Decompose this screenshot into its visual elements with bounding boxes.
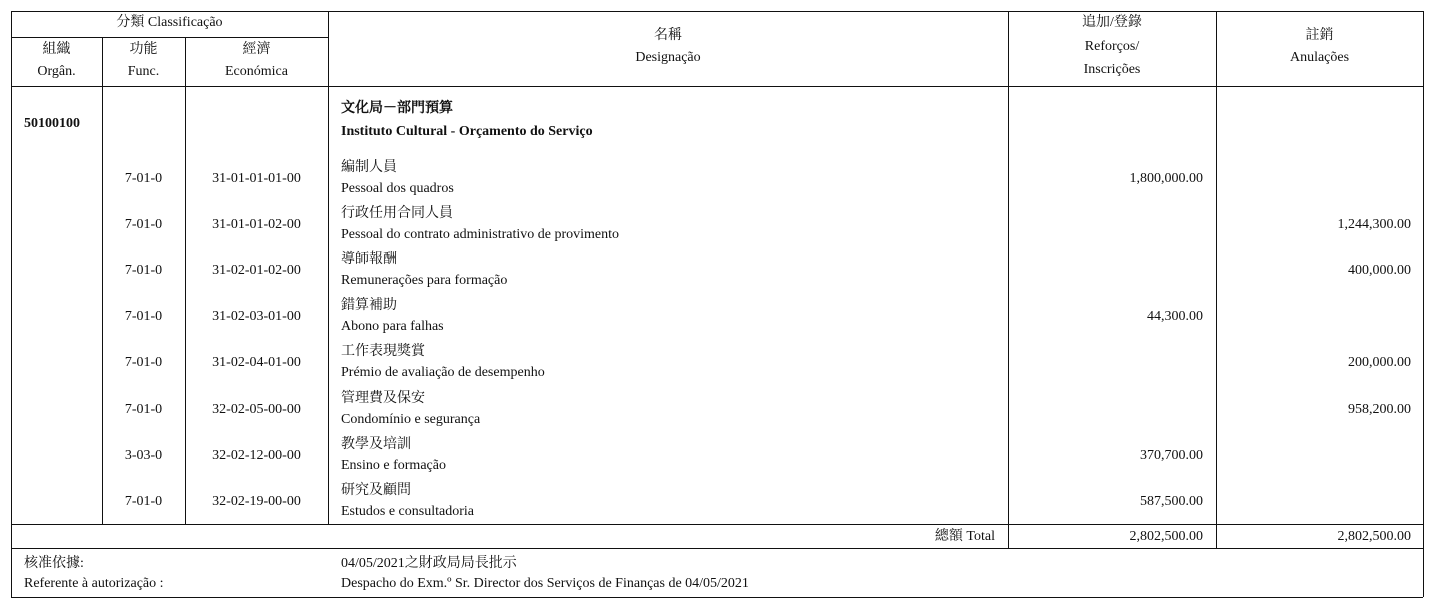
- footer-label-pt: Referente à autorização :: [24, 576, 164, 591]
- function-code: 7-01-0: [124, 171, 163, 186]
- annulments-header-zh: 註銷: [1305, 28, 1334, 43]
- function-code: 7-01-0: [124, 309, 163, 324]
- function-code: 7-01-0: [124, 494, 163, 509]
- economic-code: 32-02-05-00-00: [212, 402, 301, 417]
- annulment-amount: 1,244,300.00: [1337, 217, 1411, 232]
- designation-header-pt: Designação: [635, 50, 701, 65]
- function-code: 7-01-0: [124, 217, 163, 232]
- total-label: 總額 Total: [934, 529, 995, 544]
- economic-code: 31-01-01-01-00: [212, 171, 301, 186]
- classification-header: 分類 Classificação: [116, 15, 223, 30]
- reinforcements-header-zh: 追加/登錄: [1082, 15, 1142, 30]
- designation-zh: 行政任用合同人員: [341, 206, 453, 221]
- designation-zh: 編制人員: [341, 160, 397, 175]
- function-code: 7-01-0: [124, 402, 163, 417]
- org-name-zh: 文化局－部門預算: [341, 101, 453, 116]
- designation-pt: Ensino e formação: [341, 458, 446, 473]
- function-code: 7-01-0: [124, 263, 163, 278]
- func-header-zh: 功能: [129, 42, 158, 57]
- annulment-amount: 958,200.00: [1348, 402, 1411, 417]
- reinforcement-amount: 587,500.00: [1140, 494, 1203, 509]
- economic-code: 31-01-01-02-00: [212, 217, 301, 232]
- designation-pt: Abono para falhas: [341, 319, 444, 334]
- designation-zh: 導師報酬: [341, 252, 397, 267]
- designation-header-zh: 名稱: [654, 28, 682, 43]
- annulment-amount: 400,000.00: [1348, 263, 1411, 278]
- designation-zh: 管理費及保安: [341, 391, 425, 406]
- economic-code: 31-02-03-01-00: [212, 309, 301, 324]
- designation-zh: 工作表現獎賞: [341, 344, 425, 359]
- reinforcement-amount: 370,700.00: [1140, 448, 1203, 463]
- designation-zh: 教學及培訓: [341, 437, 411, 452]
- reinforcement-amount: 1,800,000.00: [1129, 171, 1203, 186]
- footer-label-zh: 核准依據:: [24, 556, 84, 571]
- economic-code: 32-02-12-00-00: [212, 448, 301, 463]
- reinforcements-header-pt2: Inscrições: [1083, 62, 1141, 77]
- org-header-pt: Orgân.: [37, 64, 76, 79]
- total-reinforcements: 2,802,500.00: [1129, 529, 1203, 544]
- designation-pt: Prémio de avaliação de desempenho: [341, 365, 545, 380]
- total-annulments: 2,802,500.00: [1337, 529, 1411, 544]
- footer-text-zh: 04/05/2021之財政局局長批示: [341, 556, 517, 571]
- func-header-pt: Func.: [127, 64, 160, 79]
- designation-pt: Condomínio e segurança: [341, 412, 481, 427]
- economic-code: 31-02-01-02-00: [212, 263, 301, 278]
- econ-header-zh: 經濟: [242, 42, 271, 57]
- org-code: 50100100: [24, 116, 80, 131]
- designation-pt: Pessoal dos quadros: [341, 181, 454, 196]
- designation-pt: Remunerações para formação: [341, 273, 508, 288]
- reinforcement-amount: 44,300.00: [1147, 309, 1203, 324]
- function-code: 3-03-0: [124, 448, 163, 463]
- annulments-header-pt: Anulações: [1289, 50, 1350, 65]
- reinforcements-header-pt1: Reforços/: [1084, 39, 1140, 54]
- economic-code: 31-02-04-01-00: [212, 355, 301, 370]
- designation-zh: 研究及顧問: [341, 483, 411, 498]
- org-name-pt: Instituto Cultural - Orçamento do Serviço: [341, 124, 593, 139]
- econ-header-pt: Económica: [225, 64, 288, 79]
- footer-text-pt: Despacho do Exm.º Sr. Director dos Serviços de Finanças de 04/05/2021: [341, 576, 749, 591]
- designation-zh: 錯算補助: [341, 298, 397, 313]
- org-header-zh: 組織: [42, 42, 71, 57]
- function-code: 7-01-0: [124, 355, 163, 370]
- economic-code: 32-02-19-00-00: [212, 494, 301, 509]
- designation-pt: Estudos e consultadoria: [341, 504, 474, 519]
- annulment-amount: 200,000.00: [1348, 355, 1411, 370]
- designation-pt: Pessoal do contrato administrativo de provimento: [341, 227, 620, 242]
